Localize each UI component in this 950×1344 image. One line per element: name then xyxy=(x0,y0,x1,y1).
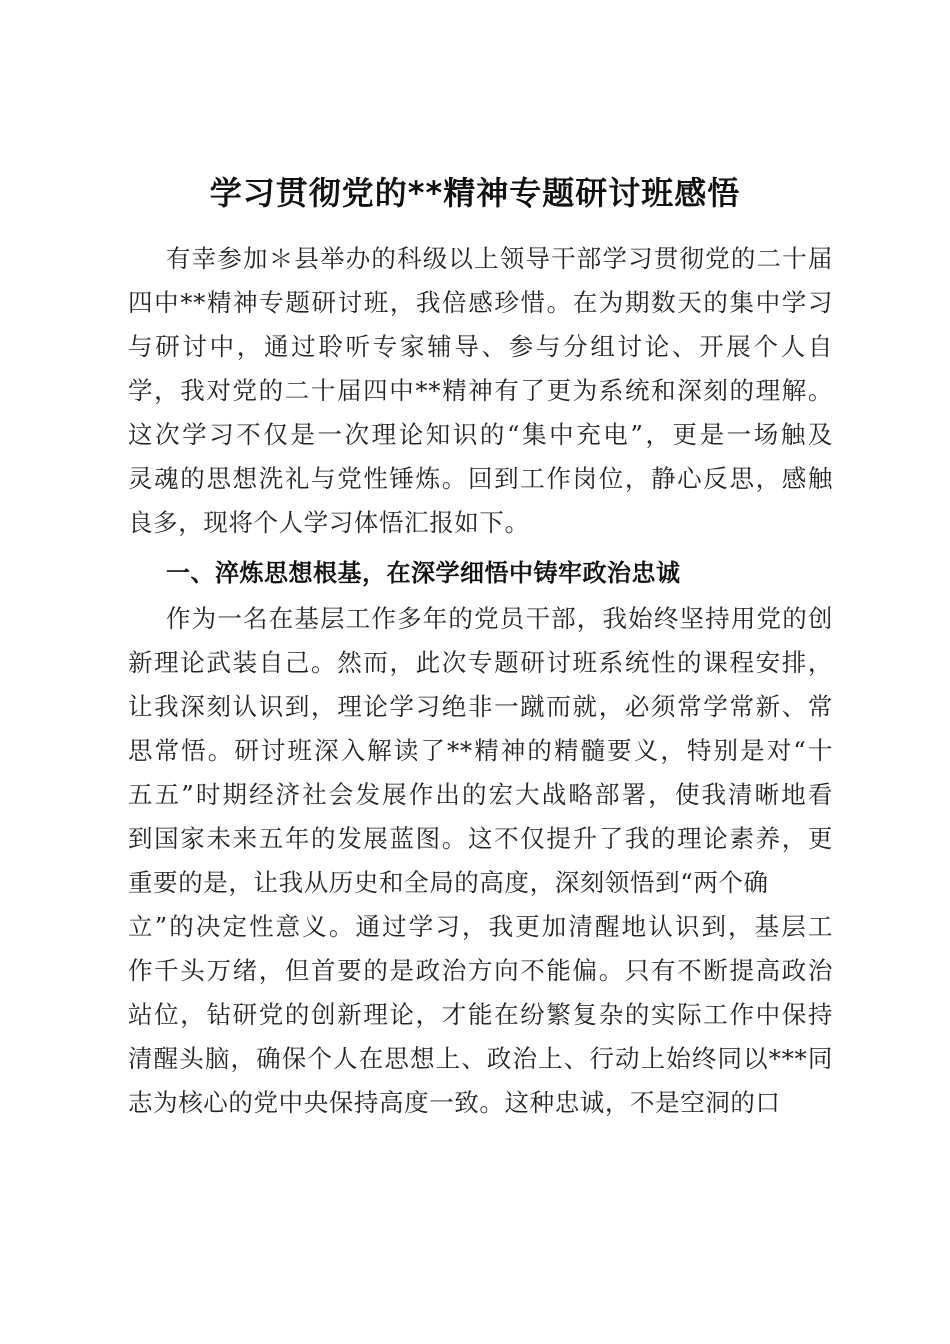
paragraph-line: 作为一名在基层工作多年的党员干部，我始终坚持用党的创 xyxy=(166,604,833,633)
paragraph-line: 良多，现将个人学习体悟汇报如下。 xyxy=(128,508,530,537)
paragraph-line: 新理论武装自己。然而，此次专题研讨班系统性的课程安排， xyxy=(128,648,833,677)
paragraph-line: 有幸参加＊县举办的科级以上领导干部学习贯彻党的二十届 xyxy=(166,244,833,273)
paragraph-line: 灵魂的思想洗礼与党性锤炼。回到工作岗位，静心反思，感触 xyxy=(128,464,833,493)
paragraph-line: 这次学习不仅是一次理论知识的“集中充电”，更是一场触及 xyxy=(128,420,833,449)
paragraph-line: 五五”时期经济社会发展作出的宏大战略部署，使我清晰地看 xyxy=(128,780,833,809)
paragraph-line: 清醒头脑，确保个人在思想上、政治上、行动上始终同以***同 xyxy=(128,1044,833,1073)
paragraph-line: 与研讨中，通过聆听专家辅导、参与分组讨论、开展个人自 xyxy=(128,332,833,361)
paragraph-line: 立”的决定性意义。通过学习，我更加清醒地认识到，基层工 xyxy=(128,912,833,941)
paragraph-line: 作千头万绪，但首要的是政治方向不能偏。只有不断提高政治 xyxy=(128,956,833,985)
paragraph-line: 让我深刻认识到，理论学习绝非一蹴而就，必须常学常新、常 xyxy=(128,692,833,721)
section-heading: 一、淬炼思想根基，在深学细悟中铸牢政治忠诚 xyxy=(166,559,681,587)
paragraph-line: 站位，钻研党的创新理论，才能在纷繁复杂的实际工作中保持 xyxy=(128,1000,833,1029)
paragraph-line: 四中**精神专题研讨班，我倍感珍惜。在为期数天的集中学习 xyxy=(128,288,833,317)
paragraph-line: 到国家未来五年的发展蓝图。这不仅提升了我的理论素养，更 xyxy=(128,824,833,853)
paragraph-line: 思常悟。研讨班深入解读了**精神的精髓要义，特别是对“十 xyxy=(128,736,833,765)
paragraph-line: 学，我对党的二十届四中**精神有了更为系统和深刻的理解。 xyxy=(128,376,833,405)
document-title: 学习贯彻党的**精神专题研讨班感悟 xyxy=(209,174,741,212)
paragraph-line: 重要的是，让我从历史和全局的高度，深刻领悟到“两个确 xyxy=(128,868,769,897)
paragraph-line: 志为核心的党中央保持高度一致。这种忠诚，不是空洞的口 xyxy=(128,1088,781,1117)
